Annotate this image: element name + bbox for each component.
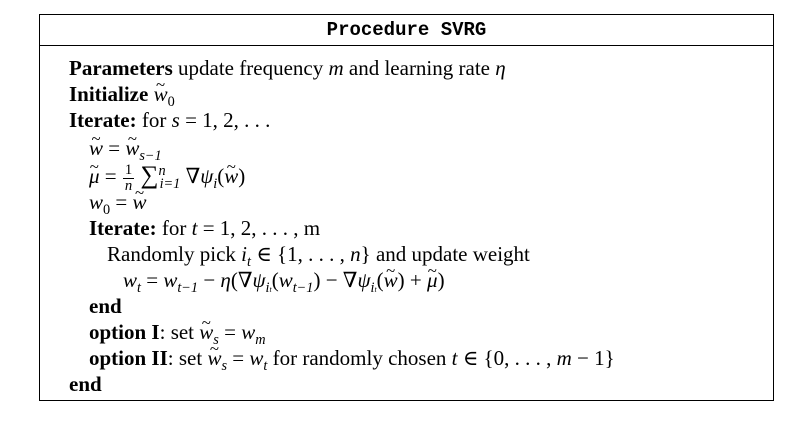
line-mu-tilde-assign: ~ μ = $\frac{1}{n}$ ∑$^n_{i=1}$ $\nabla\psi_i(\sim$ w) [89, 163, 245, 193]
line-initialize [69, 81, 175, 111]
parameters-keyword: Parameters [69, 56, 173, 80]
iterate-outer-keyword: Iterate: [69, 108, 137, 132]
line-update-rule: $w_t = w_{t-1} - \eta(\nabla\psi_{it}(w_{t-1})$ − $\nabla\psi_{it}(\sim$ w) + ~ μ) [123, 267, 445, 293]
parameters-text-a: update frequency [178, 56, 324, 80]
option2-text: : set [167, 346, 203, 370]
line-random-pick: Randomly pick $i_t$ ∈ {1, . . . , n} and update weight [107, 242, 530, 271]
line-end-outer [69, 371, 102, 397]
line-parameters [69, 55, 506, 81]
var-m: m [328, 56, 344, 80]
random-text-b: and update weight [375, 242, 530, 266]
option2-tail: for randomly chosen [272, 346, 447, 370]
random-text-a: Randomly pick [107, 242, 236, 266]
initialize-keyword: Initialize [69, 82, 149, 106]
algorithm-box [39, 14, 774, 401]
end-outer-keyword: end [69, 372, 102, 396]
line-end-inner [89, 293, 122, 319]
line-iterate-inner: Iterate: for t = 1, 2, . . . , m [89, 216, 321, 240]
line-w-tilde-assign: ~ w = ~ $w_{s-1}$ [89, 135, 162, 161]
end-inner-keyword: end [89, 294, 122, 318]
algorithm-title: Procedure SVRG [40, 15, 773, 46]
for-text: for [141, 108, 167, 132]
line-w0-assign: $w_0$ = ~ w [89, 189, 147, 215]
option2-keyword: option II [89, 346, 168, 370]
option1-text: : set [159, 320, 195, 344]
line-option-1: option I: set ~ $w_s = w_m$ [89, 319, 266, 345]
var-eta: η [495, 56, 506, 80]
line-option-2: option II: set ~ $w_s = w_t$ for randomly chosen t ∈ {0, . . . , m − 1} [89, 345, 615, 371]
parameters-text-b: and learning rate [348, 56, 490, 80]
outer-range: = 1, 2, . . . [185, 108, 271, 132]
expr-w-tilde-0: ~ $w_0$ [154, 82, 175, 106]
iterate-inner-keyword: Iterate: [89, 216, 157, 240]
inner-range: = 1, 2, . . . , m [202, 216, 321, 240]
line-iterate-outer: Iterate: for s = 1, 2, . . . [69, 108, 271, 132]
option1-keyword: option I [89, 320, 160, 344]
for-text-inner: for [161, 216, 187, 240]
